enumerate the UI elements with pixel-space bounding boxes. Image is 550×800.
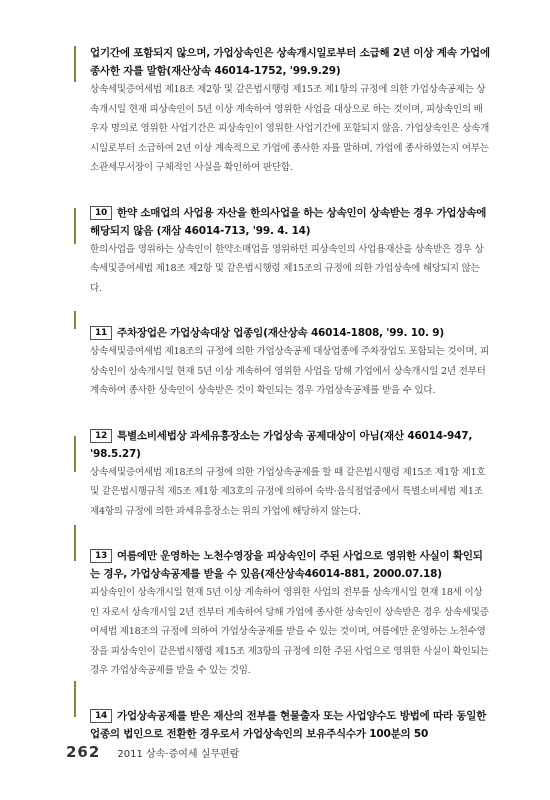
section-14 <box>90 707 490 743</box>
book-title: 2011 상속·증여세 실무편람 <box>117 749 240 760</box>
section-heading <box>90 44 490 80</box>
accent-bar-6 <box>74 681 76 717</box>
heading-text: 업기간에 포함되지 않으며, 가업상속인은 상속개시일로부터 소급해 2년 이상 계속 가업에 종사한 자를 말함(재산상속 46014-1752, '99.9.29) <box>90 47 490 77</box>
section-heading <box>90 324 490 342</box>
item-number-box: 13 <box>90 549 112 563</box>
section-heading <box>90 707 490 743</box>
item-number-box: 10 <box>90 206 112 220</box>
section-body: 상속세및증여세법 제18조 제2항 및 같은법시행령 제15조 제1항의 규정에 의한 가업상속공제는 상속개시일 현재 피상속인이 5년 이상 계속하여 영위한 사업을 대상으로 하는 것이며, 피상속인의 배우자 명의로 영위한 사업기간은 피상속인이 영위한 사업기간에 포함되지 않음. 가업상속인은 상속개시일로부터 소급하여 2년 이상 계속적으로 가업에 종사한 자를 말하며, 가업에 종사하였는지 여부는 소관세무서장이 구체적인 사실을 확인하여 판단함. <box>90 84 490 173</box>
section-continued <box>90 44 490 178</box>
heading-text: 여름에만 운영하는 노천수영장을 피상속인이 주된 사업으로 영위한 사실이 확인되는 경우, 가업상속공제를 받을 수 있음(재산상속46014-881, 2000.07.18) <box>90 550 483 580</box>
section-heading <box>90 204 490 240</box>
section-body: 한의사업을 영위하는 상속인이 한약소매업을 영위하던 피상속인의 사업용재산을 상속받은 경우 상속세및증여세법 제18조 제2항 및 같은법시행령 제15조의 규정에 의한 가업상속에 해당되지 않는다. <box>90 243 484 294</box>
accent-bar-1 <box>74 46 76 82</box>
section-body: 상속세및증여세법 제18조의 규정에 의한 가업상속공제 대상업종에 주차장업도 포함되는 것이며, 피상속인이 상속개시일 현재 5년 이상 계속하여 영위한 사업을 당해 가업에서 상속개시일 2년 전부터 계속하여 종사한 상속인이 상속받은 것이 확인되는 경우 가업상속공제를 받을 수 있다. <box>90 346 489 396</box>
item-number-box: 14 <box>90 709 112 723</box>
heading-text: 한약 소매업의 사업용 자산을 한의사업을 하는 상속인이 상속받는 경우 가업상속에 해당되지 않음 (재삼 46014-713, '99. 4. 14) <box>90 206 487 237</box>
section-heading <box>90 427 490 463</box>
item-number-box: 11 <box>90 326 112 340</box>
section-body: 피상속인이 상속개시일 현재 5년 이상 계속하여 영위한 사업의 전부를 상속개시일 현재 18세 이상인 자로서 상속개시일 2년 전부터 계속하여 당해 가업에 종사한 상속인이 상속받은 경우 상속세및증여세법 제18조의 규정에 의하여 가업상속공제를 받을 수 있는 것이며, 여름에만 운영하는 노천수영장을 피상속인이 같은법시행령 제15조 제3항의 규정에 의한 주된 사업으로 영위한 사실이 확인되는 경우 가업상속공제를 받을 수 있는 것임. <box>90 587 489 676</box>
accent-bar-5 <box>74 525 76 561</box>
section-13 <box>90 547 490 681</box>
heading-text: 가업상속공제를 받은 재산의 전부를 현물출자 또는 사업양수도 방법에 따라 동일한 업종의 법인으로 전환한 경우로서 가업상속인의 보유주식수가 100분의 50 <box>90 709 487 740</box>
page-footer <box>66 742 239 761</box>
section-heading <box>90 547 490 583</box>
accent-bar-4 <box>74 436 76 472</box>
heading-text: 주차장업은 가업상속대상 업종임(재산상속 46014-1808, '99. 10. 9) <box>117 327 444 339</box>
page-number: 262 <box>66 743 101 761</box>
section-11 <box>90 324 490 401</box>
content-column <box>90 44 490 769</box>
item-number-box: 12 <box>90 429 112 443</box>
heading-text: 특별소비세법상 과세유흥장소는 가업상속 공제대상이 아님(재산 46014-947, '98.5.27) <box>90 429 473 460</box>
section-12 <box>90 427 490 522</box>
section-10 <box>90 204 490 299</box>
section-body: 상속세및증여세법 제18조의 규정에 의한 가업상속공제를 할 때 같은법시행령 제15조 제1항 제1호 및 같은법시행규칙 제5조 제1항 제3호의 규정에 의하여 숙박·음식점업중에서 특별소비세법 제1조 제4항의 규정에 의한 과세유흥장소는 위의 가업에 해당하지 않는다. <box>90 466 486 517</box>
accent-bar-3 <box>74 311 76 329</box>
accent-bar-2 <box>74 208 76 244</box>
